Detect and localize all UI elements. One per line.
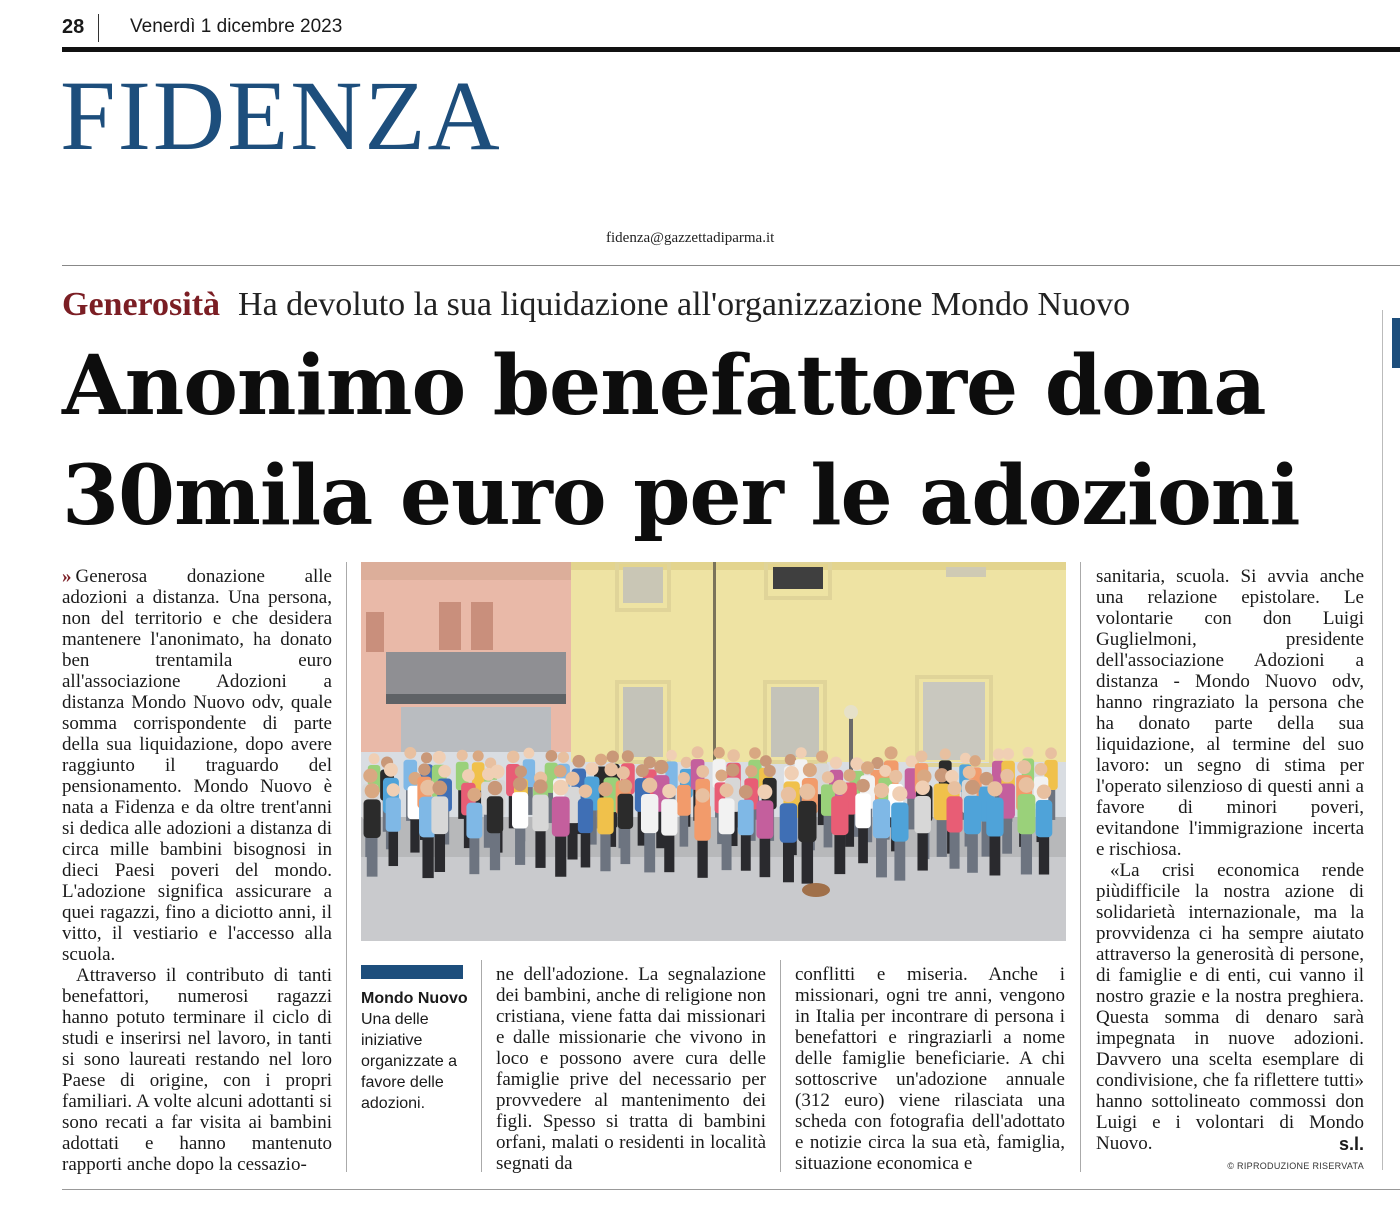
caption-bar bbox=[361, 965, 463, 979]
section-rule bbox=[62, 265, 1400, 266]
headline-line-2: 30mila euro per le adozioni bbox=[62, 448, 1300, 544]
article-column-5 bbox=[1096, 566, 1364, 1154]
paragraph: «La crisi economica rende piùdifficile la nostra azione di solidarietà internazionale, ma la provvidenza ci ha sempre aiutato attraverso la generosità di persone, di famiglie e di enti, cui vanno il nostro grazie e la nostra preghiera. Questa somma di denaro sarà impegnata in nuove adozioni. Davvero una scelta esemplare di condivisione, che fa riflettere tutti» hanno sottolineato commossi don Luigi e i volontari di Mondo Nuovo. bbox=[1096, 860, 1364, 1154]
adjacent-article-marker bbox=[1392, 318, 1400, 368]
paragraph: sanitaria, scuola. Si avvia anche una relazione epistolare. Le volontarie con don Luigi Guglielmoni, presidente dell'associazione Adozioni a distanza - Mondo Nuovo odv, hanno ringraziato la persona che ha donato parte della sua liquidazione, al termine del suo lavoro: un segno di stima per l'operato silenzioso di questi anni a favore di minori poveri, evitandone l'immigrazione incerta e rischiosa. bbox=[1096, 566, 1364, 860]
author-signature: s.l. bbox=[1338, 1134, 1364, 1154]
paragraph: ne dell'adozione. La segnalazione dei bambini, anche di religione non cristiana, viene fatta dai missionari e dalle missionarie che vivono in loco e possono avere cura delle famiglie prive del necessario per provvedere al mantenimento dei figli. Spesso si tratta di bambini orfani, malati o residenti in località segnati da bbox=[496, 964, 766, 1174]
column-separator bbox=[780, 960, 781, 1172]
kicker bbox=[62, 284, 1130, 326]
section-title: FIDENZA bbox=[60, 60, 502, 171]
column-separator bbox=[346, 562, 347, 1172]
kicker-tag: Generosità bbox=[62, 286, 221, 323]
lead-mark: » bbox=[62, 566, 72, 587]
caption-text: Una delle iniziative organizzate a favore delle adozioni. bbox=[361, 1011, 458, 1112]
copyright-notice: © RIPRODUZIONE RISERVATA bbox=[1227, 1161, 1364, 1171]
paragraph-text: Generosa donazione alle adozioni a distanza. Una persona, non del territorio e che desidera mantenere l'anonimato, ha donato ben trentamila euro all'associazione Adozioni a distanza Mondo Nuovo odv, quale somma corrispondente di parte della sua liquidazione, dopo avere raggiunto il traguardo del pensionamento. Mondo Nuovo è nata a Fidenza e da oltre trent'anni si dedica alle adozioni a distanza di circa mille bambini bisognosi in dieci Paesi poveri del mondo. L'adozione significa assicurare a quei ragazzi, fino a diciotto anni, il vitto, il vestiario e l'accesso alla scuola. bbox=[62, 566, 332, 965]
paragraph bbox=[62, 566, 332, 965]
kicker-text: Ha devoluto la sua liquidazione all'organizzazione Mondo Nuovo bbox=[238, 286, 1131, 323]
header-divider bbox=[98, 14, 99, 42]
article-column-1 bbox=[62, 566, 332, 1175]
page-number: 28 bbox=[62, 16, 85, 38]
paragraph: Attraverso il contributo di tanti benefattori, numerosi ragazzi hanno potuto terminare il ciclo di studi e inserirsi nel lavoro, in tanti si sono laureati restando nel loro Paese di origine, con i propri familiari. A volte alcuni adottanti si sono recati a far visita ai bambini adottati e hanno mantenuto rapporti anche dopo la cessazio- bbox=[62, 965, 332, 1175]
bottom-rule bbox=[62, 1189, 1400, 1190]
dog-silhouette bbox=[802, 883, 830, 897]
adjacent-article-edge bbox=[1382, 310, 1400, 1170]
caption-bold: Mondo Nuovo bbox=[361, 990, 468, 1007]
top-rule bbox=[62, 47, 1400, 52]
issue-date: Venerdì 1 dicembre 2023 bbox=[130, 16, 343, 37]
headline-line-1: Anonimo benefattore dona bbox=[62, 338, 1266, 434]
group-photo-image bbox=[361, 562, 1066, 941]
paragraph: conflitti e miseria. Anche i missionari, ogni tre anni, vengono in Italia per incontrare di persona i benefattori e ringraziarli a nome delle famiglie beneficiarie. A chi sottoscrive un'adozione annuale (312 euro) viene rilasciata una scheda con fotografia dell'adottato e notizie circa la sua età, famiglia, situazione economica e bbox=[795, 964, 1065, 1174]
column-separator bbox=[1080, 562, 1081, 1172]
article-column-3 bbox=[496, 964, 766, 1174]
section-email[interactable]: fidenza@gazzettadiparma.it bbox=[606, 230, 775, 246]
group-photo bbox=[361, 562, 1066, 941]
photo-caption bbox=[361, 988, 469, 1114]
article-column-4 bbox=[795, 964, 1065, 1174]
column-separator bbox=[481, 960, 482, 1172]
